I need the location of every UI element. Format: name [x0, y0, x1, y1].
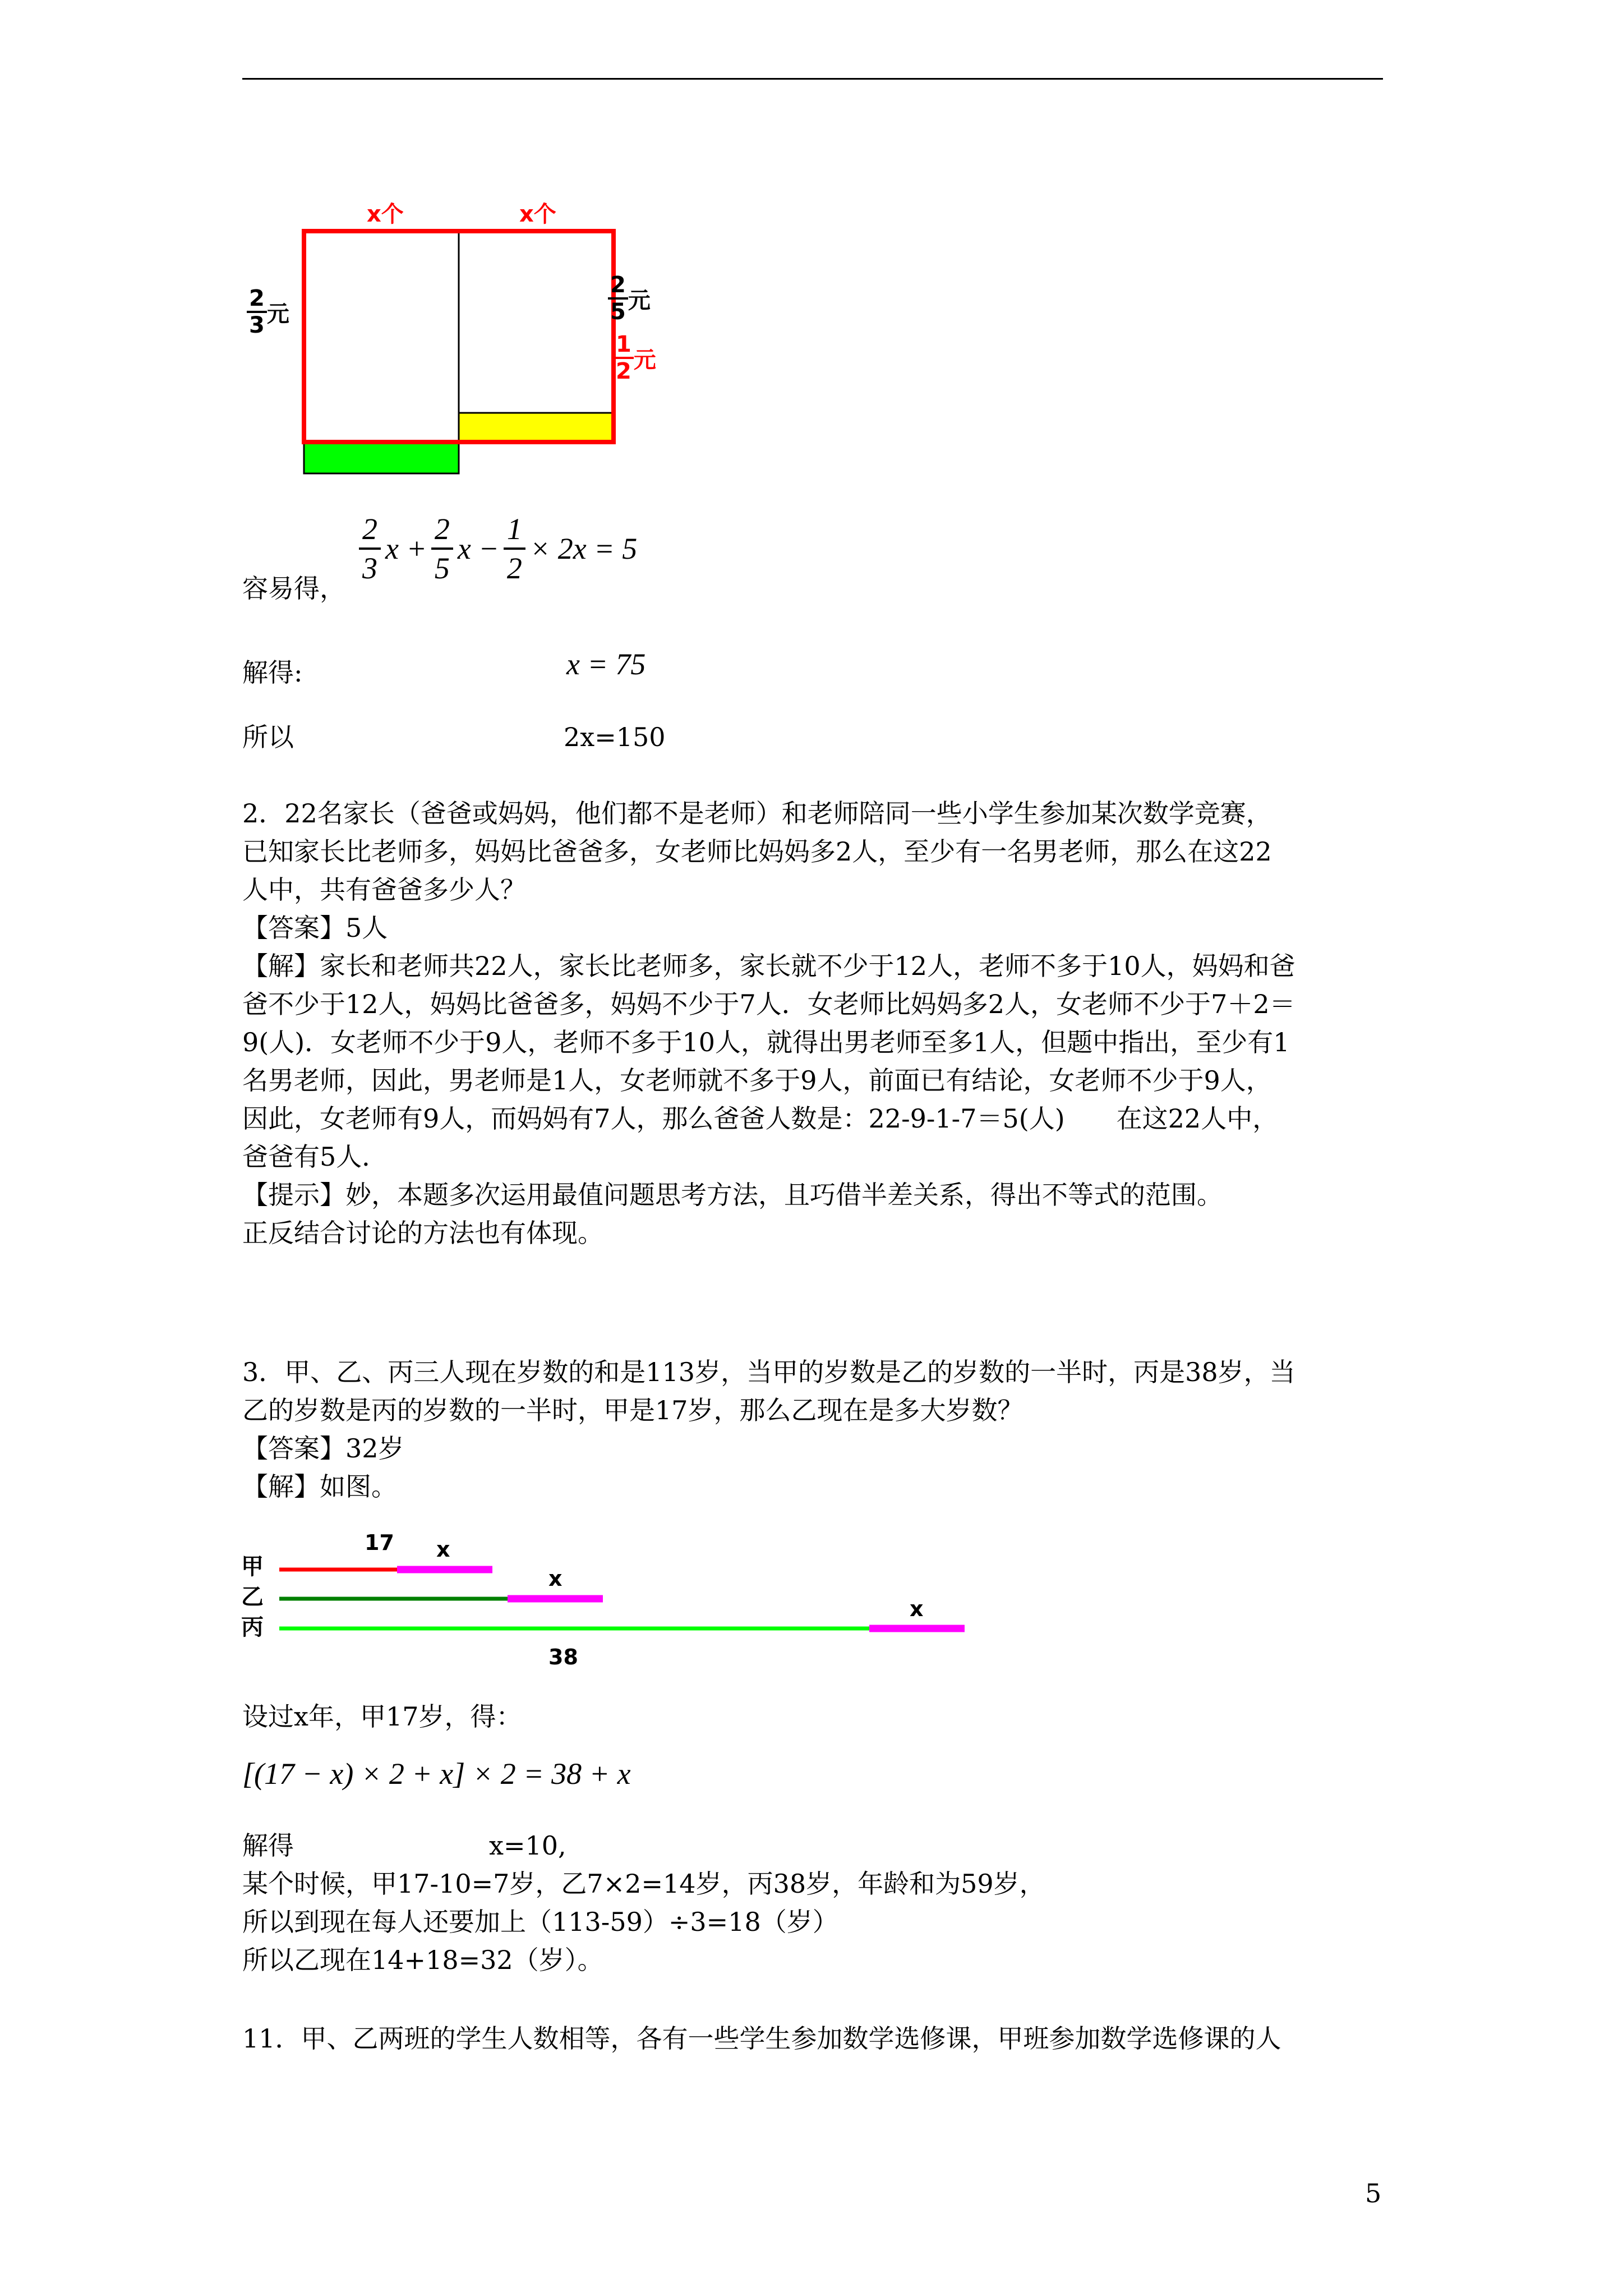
green-strip: [304, 442, 459, 473]
q2-solution-line: 名男老师，因此，男老师是1人，女老师就不多于9人，前面已有结论，女老师不少于9人，: [242, 1065, 1272, 1096]
q2-line: 已知家长比老师多，妈妈比爸爸多，女老师比妈妈多2人，至少有一名男老师，那么在这22: [242, 836, 1272, 867]
page-number: 5: [1365, 2178, 1382, 2208]
eq1-f2-den: 5: [434, 551, 450, 585]
rectangle-diagram: [241, 196, 690, 482]
row-label-bing: 丙: [241, 1614, 264, 1640]
q2-solution-line: 【解】家长和老师共22人，家长比老师多，家长就不少于12人，老师不多于10人，妈妈和爸: [242, 951, 1295, 981]
eq1-f2-num: 2: [431, 510, 453, 550]
x-label-bing: x: [910, 1596, 924, 1621]
eq1-f1-den: 3: [362, 551, 377, 585]
yellow-strip: [459, 413, 614, 442]
q2-solution-line: 爸不少于12人，妈妈比爸爸多，妈妈不少于7人．女老师比妈妈多2人，女老师不少于7＋2＝: [242, 989, 1295, 1019]
q3-line: 3．甲、乙、丙三人现在岁数的和是113岁，当甲的岁数是乙的岁数的一半时，丙是38岁，当: [242, 1357, 1295, 1387]
solve-1-value: x = 75: [566, 647, 646, 681]
q3-line: 乙的岁数是丙的岁数的一半时，甲是17岁，那么乙现在是多大岁数？: [242, 1395, 1023, 1425]
question-11: 11．甲、乙两班的学生人数相等，各有一些学生参加数学选修课，甲班参加数学选修课的人: [242, 2023, 1281, 2054]
eq1-f3-den: 2: [506, 551, 522, 585]
red-price-den: 2: [616, 358, 631, 384]
q3-tail-line: 所以乙现在14+18=32（岁）。: [242, 1945, 603, 1975]
eq1-f1-num: 2: [359, 510, 381, 550]
eq1-fraction-3: [504, 510, 525, 587]
age-line-diagram: [241, 1526, 987, 1688]
left-price-unit: 元: [266, 301, 289, 327]
question-3-tail: [242, 1865, 1045, 1979]
label-17: 17: [365, 1530, 394, 1555]
solve-2-value: x=10,: [489, 1830, 566, 1861]
right-red-price-label: [614, 332, 656, 384]
q2-hint: 【提示】妙，本题多次运用最值问题思考方法，且巧借半差关系，得出不等式的范围。: [242, 1180, 1223, 1210]
top-left-count-label: x个: [367, 201, 404, 227]
q3-answer: 【答案】32岁: [242, 1433, 404, 1464]
x-label-yi: x: [548, 1566, 562, 1591]
right-price-num: 2: [608, 273, 628, 300]
q2-hint: 正反结合讨论的方法也有体现。: [242, 1218, 603, 1248]
q2-answer: 【答案】5人: [242, 913, 388, 943]
right-price-unit: 元: [628, 287, 651, 314]
assume-line: 设过x年，甲17岁，得：: [242, 1701, 522, 1732]
left-price-label: [247, 286, 289, 338]
header-rule: [242, 78, 1383, 80]
q3-tail-line: 所以到现在每人还要加上（113-59）÷3=18（岁）: [242, 1907, 838, 1937]
red-price-num: 1: [614, 332, 634, 359]
eq1-fraction-2: [431, 510, 453, 587]
question-2: [242, 794, 1295, 1252]
top-right-count-label: x个: [519, 201, 556, 227]
q2-solution-line: 爸爸有5人．: [242, 1142, 388, 1172]
q3-solution: 【解】如图。: [242, 1471, 397, 1502]
equation-1-prefix: 容易得，: [242, 573, 345, 604]
solve-2-label: 解得: [242, 1830, 294, 1861]
row-label-jia: 甲: [241, 1554, 264, 1580]
question-3: [242, 1353, 1295, 1506]
eq1-fraction-1: [359, 510, 381, 587]
eq1-term-3: × 2x = 5: [529, 532, 638, 565]
eq1-term-1: x +: [385, 532, 427, 565]
x-label-jia: x: [436, 1537, 450, 1562]
right-price-label: [608, 273, 651, 324]
eq1-f3-num: 1: [504, 510, 525, 550]
right-price-den: 5: [610, 299, 626, 325]
left-price-num: 2: [247, 286, 267, 313]
label-38: 38: [548, 1645, 578, 1669]
q3-tail-line: 某个时候，甲17-10=7岁，乙7×2=14岁，丙38岁，年龄和为59岁，: [242, 1869, 1045, 1899]
red-price-unit: 元: [633, 347, 656, 373]
q2-line: 2．22名家长（爸爸或妈妈，他们都不是老师）和老师陪同一些小学生参加某次数学竞赛，: [242, 798, 1272, 829]
q2-line: 人中，共有爸爸多少人？: [242, 875, 526, 905]
q2-solution-line: 因此，女老师有9人，而妈妈有7人，那么爸爸人数是：22-9-1-7＝5(人) 在这22人中，: [242, 1103, 1279, 1134]
left-price-den: 3: [249, 312, 265, 338]
equation-1: [359, 510, 637, 587]
equation-2: [(17 − x) × 2 + x] × 2 = 38 + x: [242, 1757, 631, 1791]
q2-solution-line: 9(人)．女老师不少于9人，老师不多于10人，就得出男老师至多1人，但题中指出，至少有1: [242, 1027, 1290, 1057]
so-1-value: 2x=150: [564, 722, 666, 752]
so-1-label: 所以: [242, 722, 294, 752]
row-label-yi: 乙: [241, 1584, 264, 1610]
eq1-term-2: x −: [457, 532, 499, 565]
solve-1-label: 解得:: [242, 657, 303, 688]
age-line-diagram-svg: [241, 1526, 987, 1688]
